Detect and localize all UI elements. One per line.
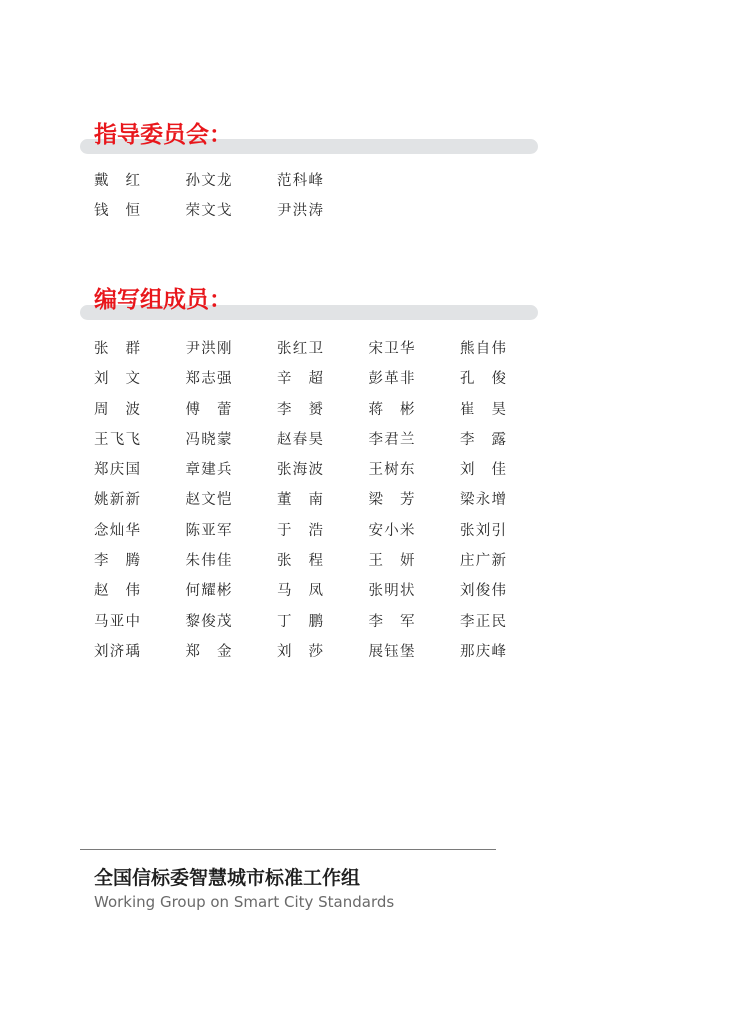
footer-org-cn: 全国信标委智慧城市标准工作组	[94, 867, 361, 889]
member-cell	[186, 550, 278, 580]
member-name: 梁 芳	[368, 492, 415, 509]
member-row	[94, 170, 369, 200]
member-cell	[277, 459, 369, 489]
member-cell	[277, 550, 369, 580]
member-name: 宋卫华	[368, 341, 415, 357]
member-cell	[369, 368, 461, 398]
member-name: 李 军	[368, 613, 415, 630]
member-name: 钱 恒	[94, 203, 140, 220]
member-name: 张海波	[277, 462, 323, 479]
member-cell	[369, 429, 461, 459]
member-name: 刘 佳	[460, 462, 506, 479]
member-row	[94, 368, 552, 398]
member-name: 郑庆国	[94, 462, 140, 479]
member-cell	[369, 641, 461, 671]
member-name: 孙文龙	[185, 173, 232, 189]
member-name: 周 波	[94, 401, 140, 418]
member-name: 李 腾	[94, 553, 140, 570]
writers-title: 编写组成员：	[94, 287, 232, 313]
member-name: 朱伟佳	[185, 553, 232, 570]
steering-members	[94, 170, 369, 231]
member-name: 李 露	[460, 431, 506, 448]
member-name: 刘济瑀	[94, 643, 140, 660]
member-name: 孔 俊	[460, 371, 506, 388]
member-name: 冯晓蒙	[185, 431, 232, 448]
footer-org-en: Working Group on Smart City Standards	[94, 893, 395, 911]
member-cell	[369, 580, 461, 610]
member-cell	[369, 611, 461, 641]
member-cell	[460, 489, 552, 519]
member-cell	[94, 200, 186, 230]
member-row	[94, 338, 552, 368]
member-cell	[277, 580, 369, 610]
member-cell	[186, 200, 278, 230]
member-name: 李君兰	[368, 431, 415, 448]
member-name: 马亚中	[94, 613, 140, 630]
member-name: 彭革非	[368, 371, 415, 388]
member-name: 辛 超	[277, 371, 323, 388]
member-cell	[460, 550, 552, 580]
member-name: 王树东	[368, 462, 415, 479]
member-name: 展钰堡	[368, 643, 415, 660]
member-name: 张 程	[277, 553, 323, 570]
member-cell	[186, 641, 278, 671]
member-cell	[277, 170, 369, 200]
member-cell	[369, 399, 461, 429]
member-cell	[460, 399, 552, 429]
member-name: 蒋 彬	[368, 401, 415, 418]
member-name: 马 凤	[277, 583, 323, 600]
member-name: 郑志强	[185, 371, 232, 388]
member-row	[94, 489, 552, 519]
member-name: 赵春昊	[277, 431, 323, 448]
member-row	[94, 459, 552, 489]
member-cell	[460, 641, 552, 671]
member-cell	[460, 580, 552, 610]
member-cell	[369, 459, 461, 489]
member-name: 李 赟	[277, 401, 323, 418]
member-cell	[277, 200, 369, 230]
member-cell	[277, 520, 369, 550]
member-cell	[277, 489, 369, 519]
member-name: 于 浩	[277, 522, 323, 539]
member-cell	[94, 550, 186, 580]
member-cell	[94, 580, 186, 610]
member-name: 章建兵	[185, 462, 232, 479]
member-cell	[94, 368, 186, 398]
member-name: 郑 金	[185, 643, 232, 660]
member-cell	[94, 641, 186, 671]
writers-members	[94, 338, 552, 671]
member-name: 姚新新	[94, 492, 140, 509]
member-name: 那庆峰	[460, 643, 506, 660]
member-name: 李正民	[460, 613, 506, 630]
footer-divider	[80, 849, 496, 850]
member-name: 张红卫	[277, 341, 323, 357]
member-cell	[460, 338, 552, 368]
member-name: 刘俊伟	[460, 583, 506, 600]
member-name: 庄广新	[460, 553, 506, 570]
member-name: 董 南	[277, 492, 323, 509]
member-cell	[94, 520, 186, 550]
member-row	[94, 399, 552, 429]
member-cell	[277, 611, 369, 641]
steering-title: 指导委员会：	[94, 122, 232, 148]
member-cell	[94, 399, 186, 429]
member-cell	[186, 611, 278, 641]
member-row	[94, 611, 552, 641]
member-cell	[369, 338, 461, 368]
member-cell	[94, 489, 186, 519]
member-name: 王 妍	[368, 553, 415, 570]
member-cell	[460, 459, 552, 489]
member-name: 尹洪刚	[185, 341, 232, 357]
member-cell	[277, 338, 369, 368]
member-name: 梁永增	[460, 492, 506, 509]
member-name: 王飞飞	[94, 431, 140, 448]
member-name: 戴 红	[94, 173, 140, 189]
member-row	[94, 200, 369, 230]
member-name: 尹洪涛	[277, 203, 323, 220]
member-name: 刘 文	[94, 371, 140, 388]
member-cell	[186, 520, 278, 550]
member-cell	[460, 368, 552, 398]
member-name: 张刘引	[460, 522, 506, 539]
member-name: 熊自伟	[460, 341, 506, 357]
member-name: 荣文戈	[185, 203, 232, 220]
member-cell	[186, 489, 278, 519]
member-cell	[277, 368, 369, 398]
member-name: 范科峰	[277, 173, 323, 189]
member-cell	[460, 611, 552, 641]
member-cell	[186, 429, 278, 459]
member-cell	[186, 338, 278, 368]
member-row	[94, 550, 552, 580]
member-cell	[94, 459, 186, 489]
member-name: 何耀彬	[185, 583, 232, 600]
member-cell	[94, 338, 186, 368]
member-name: 傅 蕾	[185, 401, 232, 418]
member-cell	[277, 429, 369, 459]
member-name: 丁 鹏	[277, 613, 323, 630]
member-cell	[277, 641, 369, 671]
member-cell	[186, 368, 278, 398]
member-name: 赵文恺	[185, 492, 232, 509]
member-name: 陈亚军	[185, 522, 232, 539]
member-name: 张明状	[368, 583, 415, 600]
member-cell	[277, 399, 369, 429]
member-row	[94, 580, 552, 610]
member-name: 刘 莎	[277, 643, 323, 660]
member-cell	[186, 170, 278, 200]
member-cell	[460, 429, 552, 459]
member-row	[94, 641, 552, 671]
member-cell	[186, 459, 278, 489]
member-name: 张 群	[94, 341, 140, 357]
member-cell	[369, 550, 461, 580]
member-cell	[369, 489, 461, 519]
member-name: 安小米	[368, 522, 415, 539]
member-name: 崔 昊	[460, 401, 506, 418]
member-name: 念灿华	[94, 522, 140, 539]
member-cell	[94, 170, 186, 200]
member-cell	[94, 429, 186, 459]
member-name: 赵 伟	[94, 583, 140, 600]
member-name: 黎俊茂	[185, 613, 232, 630]
member-row	[94, 429, 552, 459]
member-cell	[186, 399, 278, 429]
member-cell	[369, 520, 461, 550]
member-cell	[186, 580, 278, 610]
member-cell	[94, 611, 186, 641]
member-row	[94, 520, 552, 550]
member-cell	[460, 520, 552, 550]
